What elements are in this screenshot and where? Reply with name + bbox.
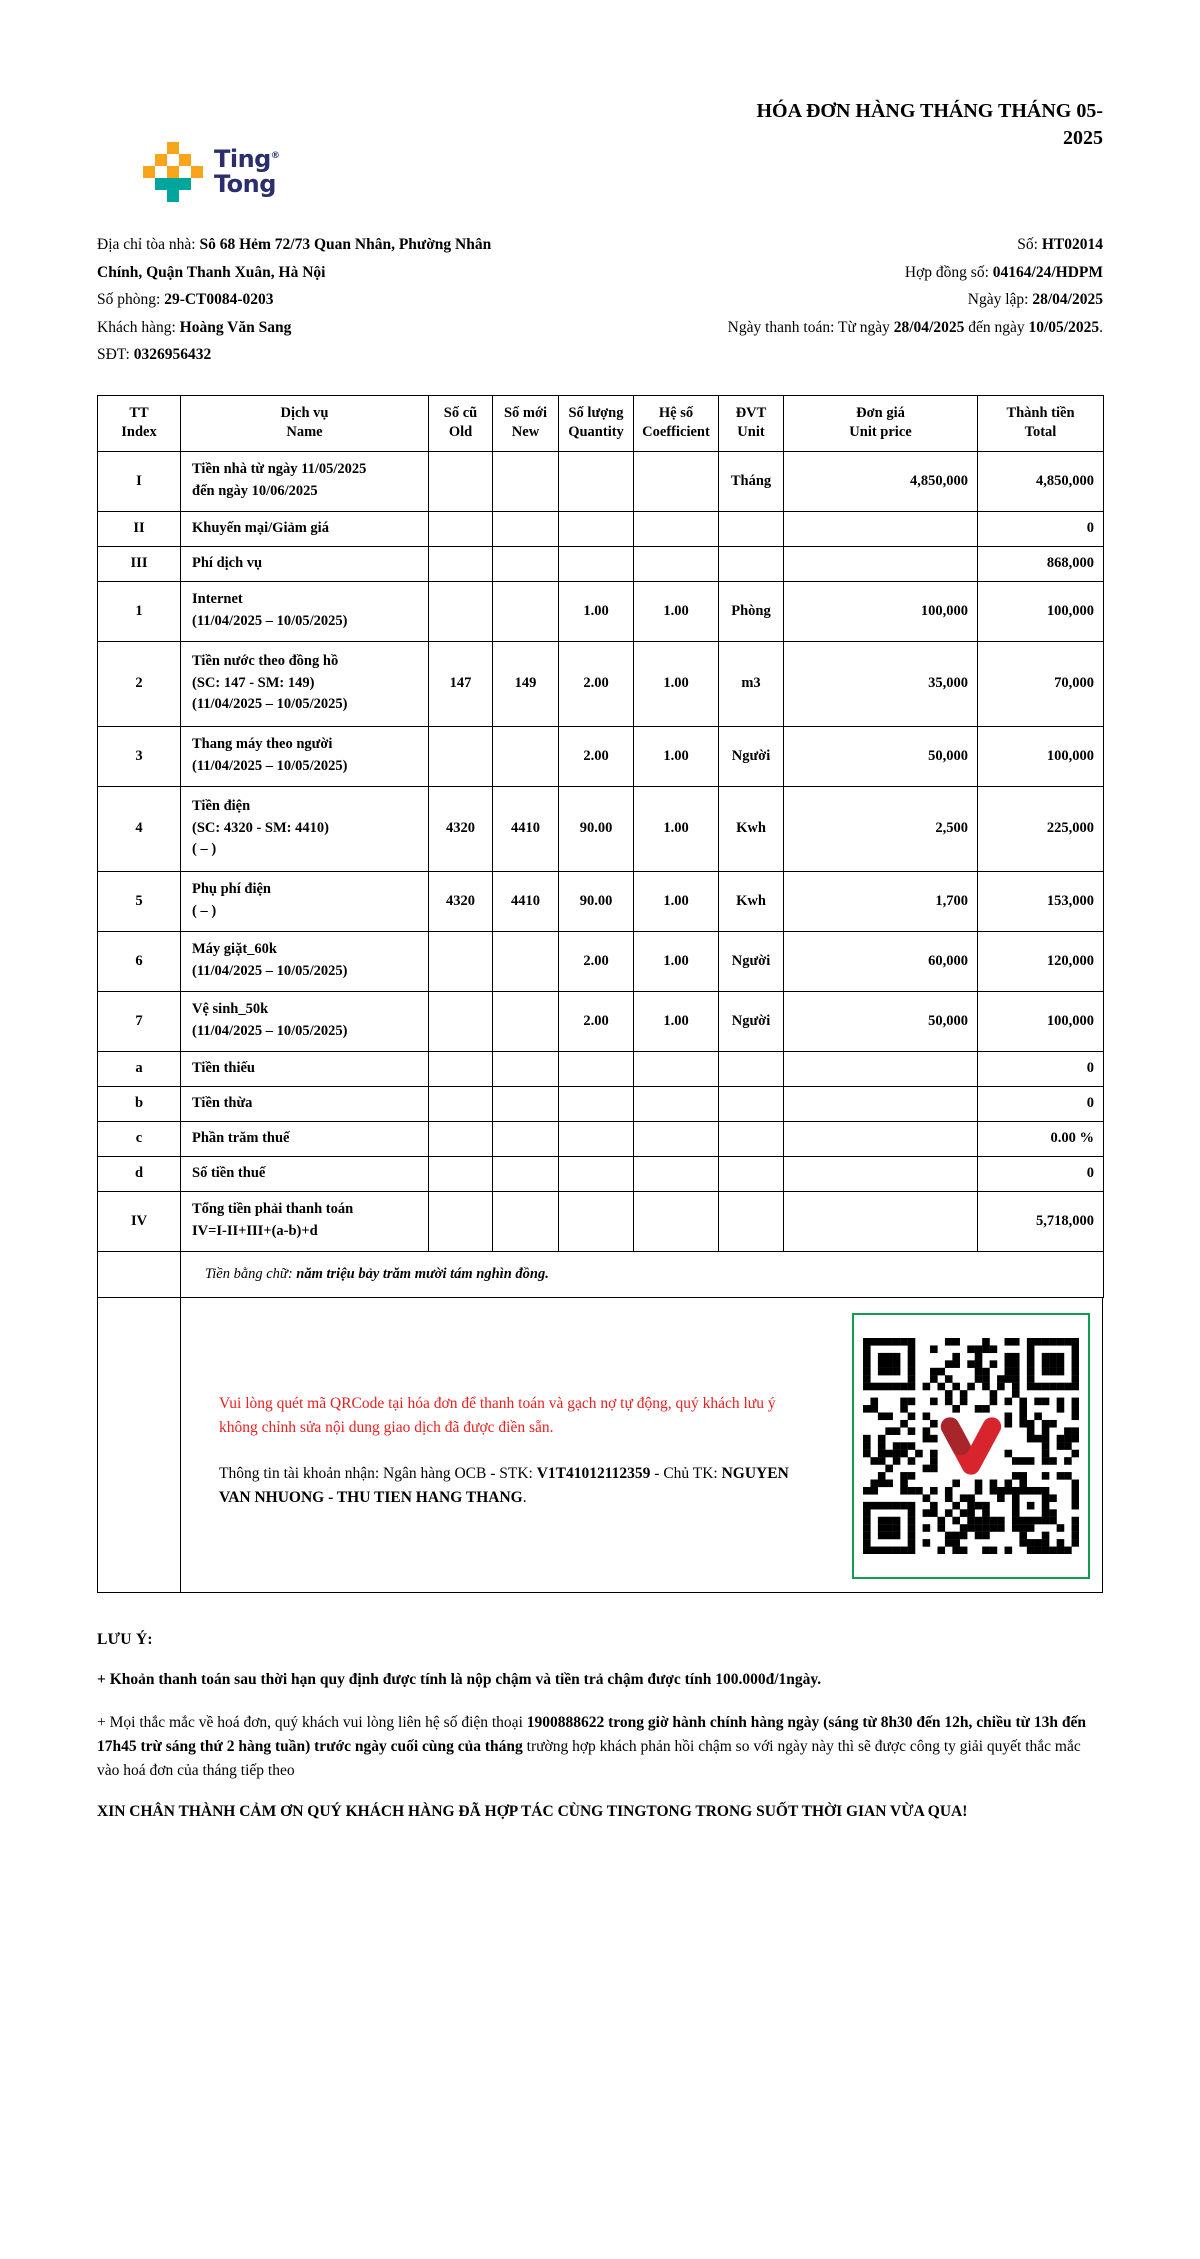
cell-name-b: Tiền thừa [181, 1086, 429, 1121]
cell-total-III: 868,000 [978, 546, 1104, 581]
cell-name-4: Tiền điện (SC: 4320 - SM: 4410) ( – ) [181, 786, 429, 871]
cell-mid-3 [493, 726, 559, 786]
cell-name-c: Phần trăm thuế [181, 1121, 429, 1156]
qr-code [852, 1313, 1090, 1579]
cell-mid-b [634, 1086, 719, 1121]
cell-mid-III [429, 546, 493, 581]
table-row-I [98, 451, 1104, 511]
logo-pixel [167, 166, 179, 178]
cell-mid-7: Người [719, 991, 784, 1051]
table-row-b [98, 1086, 1104, 1121]
cell-mid-7: 2.00 [559, 991, 634, 1051]
cell-mid-1: 1.00 [559, 581, 634, 641]
registered-mark: ® [270, 151, 280, 161]
cell-mid-6 [429, 931, 493, 991]
brand-name-bottom: Tong [214, 170, 276, 198]
cell-mid-I [429, 451, 493, 511]
cell-idx-c: c [98, 1121, 181, 1156]
cell-total-c: 0.00 % [978, 1121, 1104, 1156]
table-row-II [98, 511, 1104, 546]
cell-mid-IV [493, 1191, 559, 1251]
cell-price-7: 50,000 [784, 991, 978, 1051]
cell-name-IV: Tổng tiền phải thanh toán IV=I-II+III+(a-b)+d [181, 1191, 429, 1251]
column-header-unit-price: Đơn giá Unit price [784, 395, 978, 451]
logo-pixel [167, 142, 179, 154]
cell-mid-3: 1.00 [634, 726, 719, 786]
cell-mid-d [634, 1156, 719, 1191]
cell-mid-4: Kwh [719, 786, 784, 871]
cell-mid-IV [719, 1191, 784, 1251]
cell-mid-7 [493, 991, 559, 1051]
cell-name-6: Máy giặt_60k (11/04/2025 – 10/05/2025) [181, 931, 429, 991]
cell-mid-II [559, 511, 634, 546]
cell-mid-3 [429, 726, 493, 786]
info-phone-number: SĐT: 0326956432 [97, 346, 212, 363]
cell-total-I: 4,850,000 [978, 451, 1104, 511]
cell-mid-3: Người [719, 726, 784, 786]
thank-you-note: XIN CHÂN THÀNH CẢM ƠN QUÝ KHÁCH HÀNG ĐÃ HỢP TÁC CÙNG TINGTONG TRONG SUỐT THỜI GIAN VỪA QUA! [97, 1802, 968, 1820]
cell-mid-III [634, 546, 719, 581]
cell-mid-1: 1.00 [634, 581, 719, 641]
cell-mid-5: 4320 [429, 871, 493, 931]
cell-mid-2: 147 [429, 641, 493, 726]
invoice-title [756, 98, 1103, 152]
account-info: Thông tin tài khoản nhận: Ngân hàng OCB - STK: V1T41012112359 - Chủ TK: NGUYEN VAN NHUONG - THU TIEN HANG THANG. [219, 1464, 789, 1506]
cell-idx-4: 4 [98, 786, 181, 871]
amount-in-words-index-cell [98, 1251, 181, 1297]
cell-price-I: 4,850,000 [784, 451, 978, 511]
cell-mid-2: 2.00 [559, 641, 634, 726]
cell-price-IV [784, 1191, 978, 1251]
cell-idx-III: III [98, 546, 181, 581]
cell-mid-1: Phòng [719, 581, 784, 641]
logo-pixel [191, 166, 203, 178]
column-header-unit: ĐVT Unit [719, 395, 784, 451]
info-invoice-number: Số: HT02014 [1017, 236, 1103, 253]
info-payment-period: Ngày thanh toán: Từ ngày 28/04/2025 đến ngày 10/05/2025. [727, 318, 1103, 336]
qr-scan-note: Vui lòng quét mã QRCode tại hóa đơn để thanh toán và gạch nợ tự động, quý khách lưu ý không chỉnh sửa nội dung giao dịch đã được điền sẵn. [219, 1394, 776, 1436]
cell-idx-1: 1 [98, 581, 181, 641]
logo-pixel [167, 178, 179, 190]
qr-row-text-cell [181, 1298, 840, 1592]
cell-name-5: Phụ phí điện ( – ) [181, 871, 429, 931]
cell-mid-III [493, 546, 559, 581]
cell-mid-7 [429, 991, 493, 1051]
cell-idx-IV: IV [98, 1191, 181, 1251]
column-header-total: Thành tiền Total [978, 395, 1104, 451]
notes-heading: LƯU Ý: [97, 1630, 153, 1648]
cell-name-2: Tiền nước theo đồng hồ (SC: 147 - SM: 149) (11/04/2025 – 10/05/2025) [181, 641, 429, 726]
logo-pixel [179, 154, 191, 166]
cell-price-6: 60,000 [784, 931, 978, 991]
brand-name-top: Ting® [214, 145, 280, 173]
cell-mid-II [719, 511, 784, 546]
cell-mid-3: 2.00 [559, 726, 634, 786]
cell-total-7: 100,000 [978, 991, 1104, 1051]
cell-price-5: 1,700 [784, 871, 978, 931]
cell-idx-II: II [98, 511, 181, 546]
logo-pixel [155, 154, 167, 166]
cell-mid-5: Kwh [719, 871, 784, 931]
brand-name [214, 144, 280, 197]
amount-in-words-row [98, 1251, 1104, 1297]
cell-mid-a [634, 1051, 719, 1086]
invoice-info [97, 231, 1103, 369]
cell-price-4: 2,500 [784, 786, 978, 871]
invoice-title-line2: 2025 [1063, 127, 1103, 149]
cell-mid-d [429, 1156, 493, 1191]
cell-mid-5: 4410 [493, 871, 559, 931]
cell-price-2: 35,000 [784, 641, 978, 726]
table-row-7 [98, 991, 1104, 1051]
cell-mid-2: 1.00 [634, 641, 719, 726]
logo-pixel [143, 166, 155, 178]
cell-mid-b [719, 1086, 784, 1121]
cell-mid-a [429, 1051, 493, 1086]
invoice-footer [97, 1631, 1103, 1824]
cell-total-d: 0 [978, 1156, 1104, 1191]
cell-price-c [784, 1121, 978, 1156]
table-row-IV [98, 1191, 1104, 1251]
cell-mid-2: 149 [493, 641, 559, 726]
cell-price-b [784, 1086, 978, 1121]
charges-table [97, 395, 1104, 1298]
cell-mid-II [634, 511, 719, 546]
cell-mid-6 [493, 931, 559, 991]
cell-mid-5: 90.00 [559, 871, 634, 931]
cell-mid-c [719, 1121, 784, 1156]
cell-mid-d [493, 1156, 559, 1191]
table-row-III [98, 546, 1104, 581]
cell-mid-c [493, 1121, 559, 1156]
invoice-info-left [97, 231, 527, 369]
logo-pixel [167, 190, 179, 202]
invoice-title-line1: HÓA ĐƠN HÀNG THÁNG THÁNG 05- [756, 100, 1103, 122]
invoice-header [97, 0, 1103, 202]
cell-mid-6: 1.00 [634, 931, 719, 991]
cell-name-1: Internet (11/04/2025 – 10/05/2025) [181, 581, 429, 641]
cell-mid-d [719, 1156, 784, 1191]
cell-mid-c [429, 1121, 493, 1156]
column-header-new: Số mới New [493, 395, 559, 451]
qr-code-image [863, 1338, 1079, 1554]
cell-mid-5: 1.00 [634, 871, 719, 931]
table-row-d [98, 1156, 1104, 1191]
table-row-4 [98, 786, 1104, 871]
cell-name-d: Số tiền thuế [181, 1156, 429, 1191]
cell-total-4: 225,000 [978, 786, 1104, 871]
cell-name-7: Vệ sinh_50k (11/04/2025 – 10/05/2025) [181, 991, 429, 1051]
cell-idx-d: d [98, 1156, 181, 1191]
cell-mid-2: m3 [719, 641, 784, 726]
table-row-2 [98, 641, 1104, 726]
cell-idx-I: I [98, 451, 181, 511]
cell-mid-d [559, 1156, 634, 1191]
cell-price-d [784, 1156, 978, 1191]
cell-price-3: 50,000 [784, 726, 978, 786]
cell-mid-IV [559, 1191, 634, 1251]
qr-payment-row [97, 1298, 1103, 1593]
cell-mid-1 [429, 581, 493, 641]
cell-total-1: 100,000 [978, 581, 1104, 641]
cell-mid-a [559, 1051, 634, 1086]
cell-idx-5: 5 [98, 871, 181, 931]
table-row-1 [98, 581, 1104, 641]
cell-name-3: Thang máy theo người (11/04/2025 – 10/05/2025) [181, 726, 429, 786]
cell-name-a: Tiền thiếu [181, 1051, 429, 1086]
column-header-quantity: Số lượng Quantity [559, 395, 634, 451]
cell-price-III [784, 546, 978, 581]
cell-idx-6: 6 [98, 931, 181, 991]
cell-name-III: Phí dịch vụ [181, 546, 429, 581]
cell-idx-7: 7 [98, 991, 181, 1051]
cell-mid-IV [634, 1191, 719, 1251]
cell-mid-7: 1.00 [634, 991, 719, 1051]
info-contract-number: Hợp đồng số: 04164/24/HDPM [904, 263, 1103, 281]
info-room-number: Số phòng: 29-CT0084-0203 [97, 291, 274, 308]
cell-mid-I [493, 451, 559, 511]
column-header-name: Dịch vụ Name [181, 395, 429, 451]
cell-name-II: Khuyến mại/Giảm giá [181, 511, 429, 546]
logo-pixel [179, 178, 191, 190]
column-header-coefficient: Hệ số Coefficient [634, 395, 719, 451]
charges-table-header-row [98, 395, 1104, 451]
column-header-index: TT Index [98, 395, 181, 451]
info-building-address: Địa chỉ tòa nhà: Sô 68 Hẻm 72/73 Quan Nhân, Phường Nhân Chính, Quận Thanh Xuân, Hà Nội [97, 236, 492, 281]
table-row-a [98, 1051, 1104, 1086]
tingtong-pixel-icon [143, 142, 203, 202]
cell-price-1: 100,000 [784, 581, 978, 641]
amount-in-words: Tiền bằng chữ: năm triệu bảy trăm mười tám nghìn đồng. [181, 1251, 1104, 1297]
cell-total-IV: 5,718,000 [978, 1191, 1104, 1251]
late-payment-note: + Khoản thanh toán sau thời hạn quy định được tính là nộp chậm và tiền trả chậm được tính 100.000đ/1ngày. [97, 1670, 822, 1688]
cell-price-II [784, 511, 978, 546]
logo-pixel [155, 178, 167, 190]
cell-name-I: Tiền nhà từ ngày 11/05/2025 đến ngày 10/06/2025 [181, 451, 429, 511]
info-customer-name: Khách hàng: Hoàng Văn Sang [97, 318, 292, 336]
cell-mid-6: 2.00 [559, 931, 634, 991]
cell-idx-a: a [98, 1051, 181, 1086]
cell-total-b: 0 [978, 1086, 1104, 1121]
qr-row-code-cell [840, 1298, 1102, 1592]
cell-mid-c [559, 1121, 634, 1156]
cell-mid-b [559, 1086, 634, 1121]
cell-mid-III [719, 546, 784, 581]
cell-price-a [784, 1051, 978, 1086]
cell-mid-a [493, 1051, 559, 1086]
table-row-c [98, 1121, 1104, 1156]
cell-mid-6: Người [719, 931, 784, 991]
invoice-info-right [527, 231, 1103, 369]
cell-mid-IV [429, 1191, 493, 1251]
cell-mid-II [493, 511, 559, 546]
cell-mid-4: 4410 [493, 786, 559, 871]
cell-mid-1 [493, 581, 559, 641]
cell-total-6: 120,000 [978, 931, 1104, 991]
cell-idx-2: 2 [98, 641, 181, 726]
cell-mid-c [634, 1121, 719, 1156]
cell-mid-I [559, 451, 634, 511]
cell-mid-b [429, 1086, 493, 1121]
cell-mid-a [719, 1051, 784, 1086]
cell-mid-b [493, 1086, 559, 1121]
info-issue-date: Ngày lập: 28/04/2025 [967, 291, 1103, 308]
cell-idx-3: 3 [98, 726, 181, 786]
cell-mid-4: 1.00 [634, 786, 719, 871]
cell-mid-I: Tháng [719, 451, 784, 511]
cell-total-a: 0 [978, 1051, 1104, 1086]
cell-mid-4: 4320 [429, 786, 493, 871]
cell-mid-I [634, 451, 719, 511]
cell-mid-4: 90.00 [559, 786, 634, 871]
cell-total-2: 70,000 [978, 641, 1104, 726]
table-row-5 [98, 871, 1104, 931]
brand-logo [143, 142, 280, 202]
table-row-3 [98, 726, 1104, 786]
column-header-old: Số cũ Old [429, 395, 493, 451]
cell-mid-II [429, 511, 493, 546]
cell-mid-III [559, 546, 634, 581]
qr-row-index-cell [98, 1298, 181, 1592]
cell-total-II: 0 [978, 511, 1104, 546]
cell-total-3: 100,000 [978, 726, 1104, 786]
cell-idx-b: b [98, 1086, 181, 1121]
table-row-6 [98, 931, 1104, 991]
hotline-note: + Mọi thắc mắc về hoá đơn, quý khách vui lòng liên hệ số điện thoại 1900888622 trong giờ hành chính hàng ngày (sáng từ 8h30 đến 12h, chiều từ 13h đến 17h45 trừ sáng thứ 2 hàng tuần) trước ngày cuối cùng của tháng trường hợp khách phản hồi chậm so với ngày này thì sẽ được công ty giải quyết thắc mắc vào hoá đơn của tháng tiếp theo [97, 1713, 1086, 1779]
cell-total-5: 153,000 [978, 871, 1104, 931]
